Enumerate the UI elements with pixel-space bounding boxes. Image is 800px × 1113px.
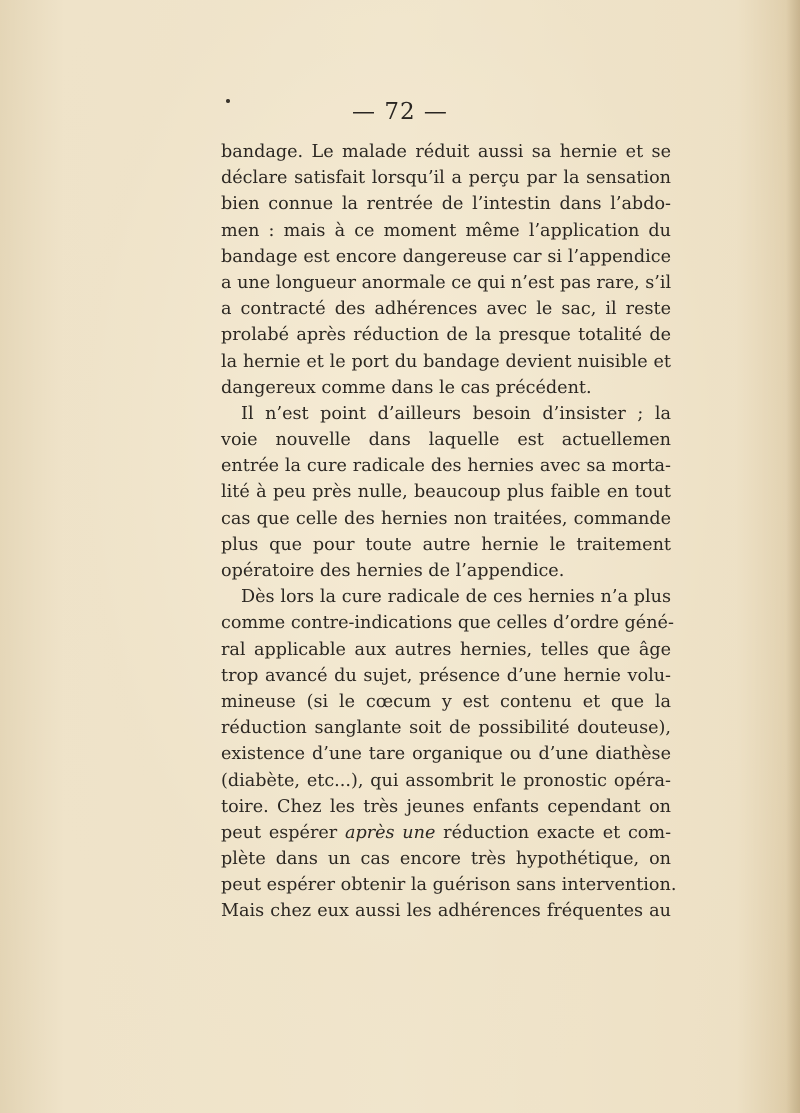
- text-line: a une longueur anormale ce qui n’est pas rare, s’il: [221, 272, 672, 293]
- text-line: trop avancé du sujet, présence d’une hernie volu-: [221, 665, 671, 686]
- text-line: déclare satisfait lorsqu’il a perçu par la sensation: [221, 168, 671, 189]
- text-line: Mais chez eux aussi les adhérences fréquentes au: [221, 901, 671, 922]
- text-line: comme contre-indications que celles d’ordre géné-: [221, 613, 674, 634]
- text-line: lité à peu près nulle, beaucoup plus faible en tout: [221, 482, 671, 503]
- text-line: peut espérer obtenir la guérison sans intervention.: [221, 875, 677, 896]
- text-line: plus que pour toute autre hernie le traitement: [221, 534, 671, 555]
- text-line: bien connue la rentrée de l’intestin dans l’abdo-: [221, 194, 671, 215]
- text-line: Dès lors la cure radicale de ces hernies n’a plus: [241, 587, 671, 608]
- text-line: prolabé après réduction de la presque totalité de: [221, 325, 671, 346]
- text-line: dangereux comme dans le cas précédent.: [221, 377, 592, 398]
- text-line: opératoire des hernies de l’appendice.: [221, 561, 565, 581]
- text-line: la hernie et le port du bandage devient nuisible et: [221, 351, 671, 372]
- text-line: cas que celle des hernies non traitées, commande: [221, 508, 671, 529]
- page-edge-shadow: [786, 0, 800, 1113]
- body-text: [221, 139, 677, 925]
- text-line: réduction sanglante soit de possibilité douteuse),: [221, 718, 671, 739]
- text-line: (diabète, etc...), qui assombrit le pronostic opéra-: [221, 770, 671, 791]
- text-segment: peut espérer: [221, 822, 338, 843]
- text-line: entrée la cure radicale des hernies avec sa morta-: [221, 456, 671, 477]
- text-line: plète dans un cas encore très hypothétique, on: [221, 849, 671, 870]
- italic-text: après une: [344, 822, 436, 843]
- text-line: men : mais à ce moment même l’application du: [221, 220, 671, 241]
- text-line: toire. Chez les très jeunes enfants cependant on: [221, 796, 671, 817]
- text-line: ral applicable aux autres hernies, telles que âge: [221, 639, 671, 660]
- text-line: bandage. Le malade réduit aussi sa hernie et se: [221, 142, 671, 162]
- text-line: bandage est encore dangereuse car si l’appendice: [221, 246, 671, 267]
- text-line: Il n’est point d’ailleurs besoin d’insister ; la: [241, 403, 671, 424]
- text-line: existence d’une tare organique ou d’une diathèse: [221, 744, 671, 765]
- text-line: voie nouvelle dans laquelle est actuellemen: [221, 430, 671, 451]
- page-number: — 72 —: [352, 99, 448, 125]
- text-line: a contracté des adhérences avec le sac, il reste: [221, 299, 671, 320]
- text-line: mineuse (si le cœcum y est contenu et que la: [221, 691, 671, 712]
- text-segment: réduction exacte et com-: [443, 822, 672, 843]
- text-line-mixed: [221, 820, 671, 846]
